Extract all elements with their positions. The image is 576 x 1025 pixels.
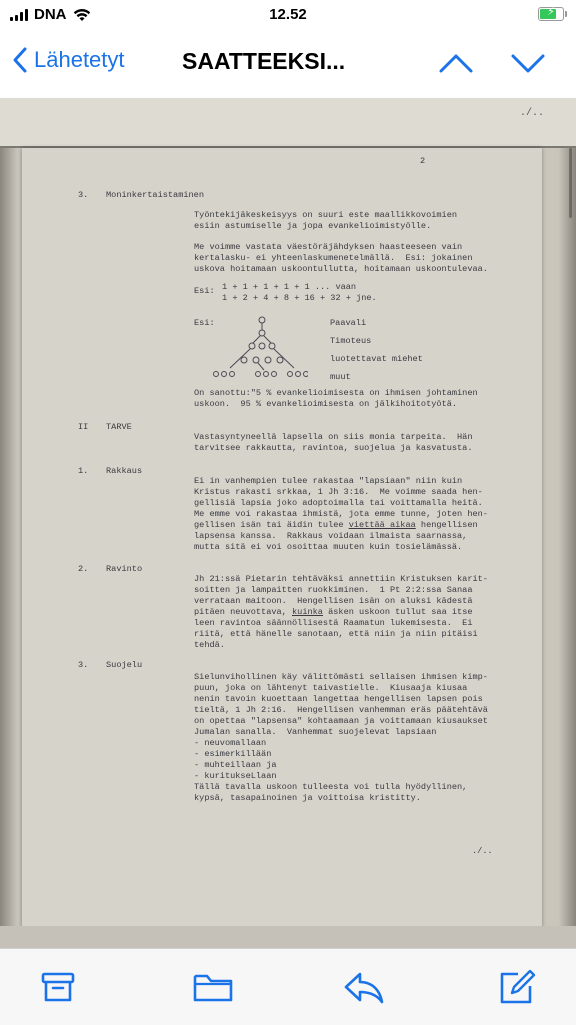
- battery-icon: [538, 7, 564, 21]
- archive-button[interactable]: [40, 969, 76, 1010]
- section-number: 3.: [78, 190, 89, 200]
- move-to-folder-button[interactable]: [192, 969, 234, 1010]
- document-page: [22, 148, 542, 928]
- reply-button[interactable]: [343, 969, 385, 1010]
- section-number: 2.: [78, 564, 89, 574]
- underlined-text: kuinka: [292, 607, 323, 617]
- paragraph: Vastasyntyneellä lapsella on siis monia tarpeita. Hän tarvitsee rakkautta, ravintoa, suojelua ja kasvatusta.: [194, 432, 473, 453]
- compose-icon: [498, 969, 536, 1005]
- paragraph: Sielunvihollinen käy välittömästi sellaisen ihmisen kimp- puun, joka on lähtenyt taivastielle. Kiusaaja kiusaa nenin tavoin kuoettaan langettaa hengellisen lapsen pois tieltä, 1 Jh 2:16. Hengellisen vanhemman eräs päätehtävä on opettaa "lapsensa" kohtaamaan ja voittamaan kiusaukset Jumalan sanalla. Vanhemmat suojelevat lapsiaan - neuvomallaan - esimerkillään - muhteillaan ja - kuritukseLlaan Tällä tavalla uskoon tulleesta voi tulla hyödyllinen, kypsä, tasapainoinen ja voittoisa kristitty.: [194, 672, 488, 803]
- back-button[interactable]: [12, 46, 125, 74]
- carrier-name: DNA: [34, 6, 67, 23]
- paragraph: Työntekijäkeskeisyys on suuri este maallikkovoimien esiin astumiselle ja jopa evankelioimistyölle.: [194, 210, 458, 231]
- top-sheet-mark: ./..: [519, 108, 544, 119]
- paragraph: [194, 476, 488, 553]
- next-message-button[interactable]: [510, 52, 546, 79]
- section-title: TARVE: [106, 422, 132, 432]
- attachment-viewer[interactable]: [0, 98, 576, 948]
- section-title: Moninkertaistaminen: [106, 190, 204, 200]
- paragraph-text: äsken uskoon tullut saa itse leen ravintoa säännöllisestä Raamatun lukemisesta. Ei riitä, että hänelle sanotaan, että niin ja niin pitäisi tehdä.: [194, 607, 478, 650]
- continuation-mark: ./..: [472, 846, 493, 856]
- section-title: Rakkaus: [106, 466, 143, 476]
- scrollbar[interactable]: [569, 148, 572, 218]
- previous-sheet-edge: [0, 98, 576, 148]
- folder-icon: [192, 969, 234, 1005]
- section-number: II: [78, 422, 89, 432]
- clock: 12.52: [269, 6, 307, 23]
- section-title: Suojelu: [106, 660, 143, 670]
- example-label: Esi:: [194, 318, 215, 328]
- section-title: Ravinto: [106, 564, 143, 574]
- chevron-left-icon: [12, 46, 28, 74]
- navigation-bar: [0, 34, 576, 96]
- back-button-label: Lähetetyt: [34, 47, 125, 72]
- status-bar: [0, 0, 576, 34]
- next-sheet-edge: [0, 926, 576, 948]
- paragraph-text: Jh 21:ssä Pietarin tehtäväksi annettiin Kristuksen karit- soitten ja lampaitten ruokkiminen. 1 Pt 2:2:ssa Sanaa verrataan maitoon. Hengellisen isän on aluksi kädestä pitäen neuvottava,: [194, 574, 488, 617]
- message-title: SAATTEEKSI...: [182, 48, 346, 74]
- example-line: 1 + 1 + 1 + 1 + 1 ... vaan: [222, 282, 357, 292]
- tree-label: Timoteus: [330, 336, 372, 346]
- compose-button[interactable]: [498, 969, 536, 1010]
- section-number: 3.: [78, 660, 89, 670]
- tree-label: muut: [330, 372, 351, 382]
- underlined-text: viettää aikaa: [348, 520, 416, 530]
- reply-icon: [343, 969, 385, 1005]
- archive-icon: [40, 969, 76, 1005]
- multiplication-tree-diagram: [208, 310, 308, 390]
- paragraph-text: Ei in vanhempien tulee rakastaa "lapsiaan" niin kuin Kristus rakasti srkkaa, 1 Jh 3:16. Me voimme saada hen- gellisiä lapsia joko adoptoimalla tai voittamalla heitä. Me emme voi rakastaa ihmistä, jota emme tunne, joten hen- gellisen isän tai äidin tulee: [194, 476, 488, 530]
- mail-toolbar: [0, 948, 576, 1025]
- tree-label: luotettavat miehet: [330, 354, 423, 364]
- charging-bolt-icon: ⚡: [547, 6, 555, 18]
- paragraph: Me voimme vastata väestöräjähdyksen haasteeseen vain kertalasku- ei yhteenlaskumenetelmällä. Esi: jokainen uskova hoitamaan uskoontullutta, hoitamaan uskoontulevaa.: [194, 242, 488, 274]
- previous-message-button[interactable]: [438, 52, 474, 79]
- paragraph: On sanottu:"5 % evankelioimisesta on ihmisen johtaminen uskoon. 95 % evankelioimisesta on jälkihoitotyötä.: [194, 388, 478, 409]
- paragraph-text: hengellisen lapsensa kanssa. Rakkaus voidaan ilmaista saarnassa, mutta sitä ei voi osoittaa muuten kuin tosielämässä.: [194, 520, 478, 552]
- chevron-down-icon: [510, 52, 546, 74]
- tree-label: Paavali: [330, 318, 367, 328]
- example-label: Esi:: [194, 286, 215, 296]
- battery-indicator: [538, 7, 564, 21]
- paragraph: [194, 574, 488, 651]
- chevron-up-icon: [438, 52, 474, 74]
- example-line: 1 + 2 + 4 + 8 + 16 + 32 + jne.: [222, 293, 377, 303]
- section-number: 1.: [78, 466, 89, 476]
- page-number: 2: [420, 156, 426, 166]
